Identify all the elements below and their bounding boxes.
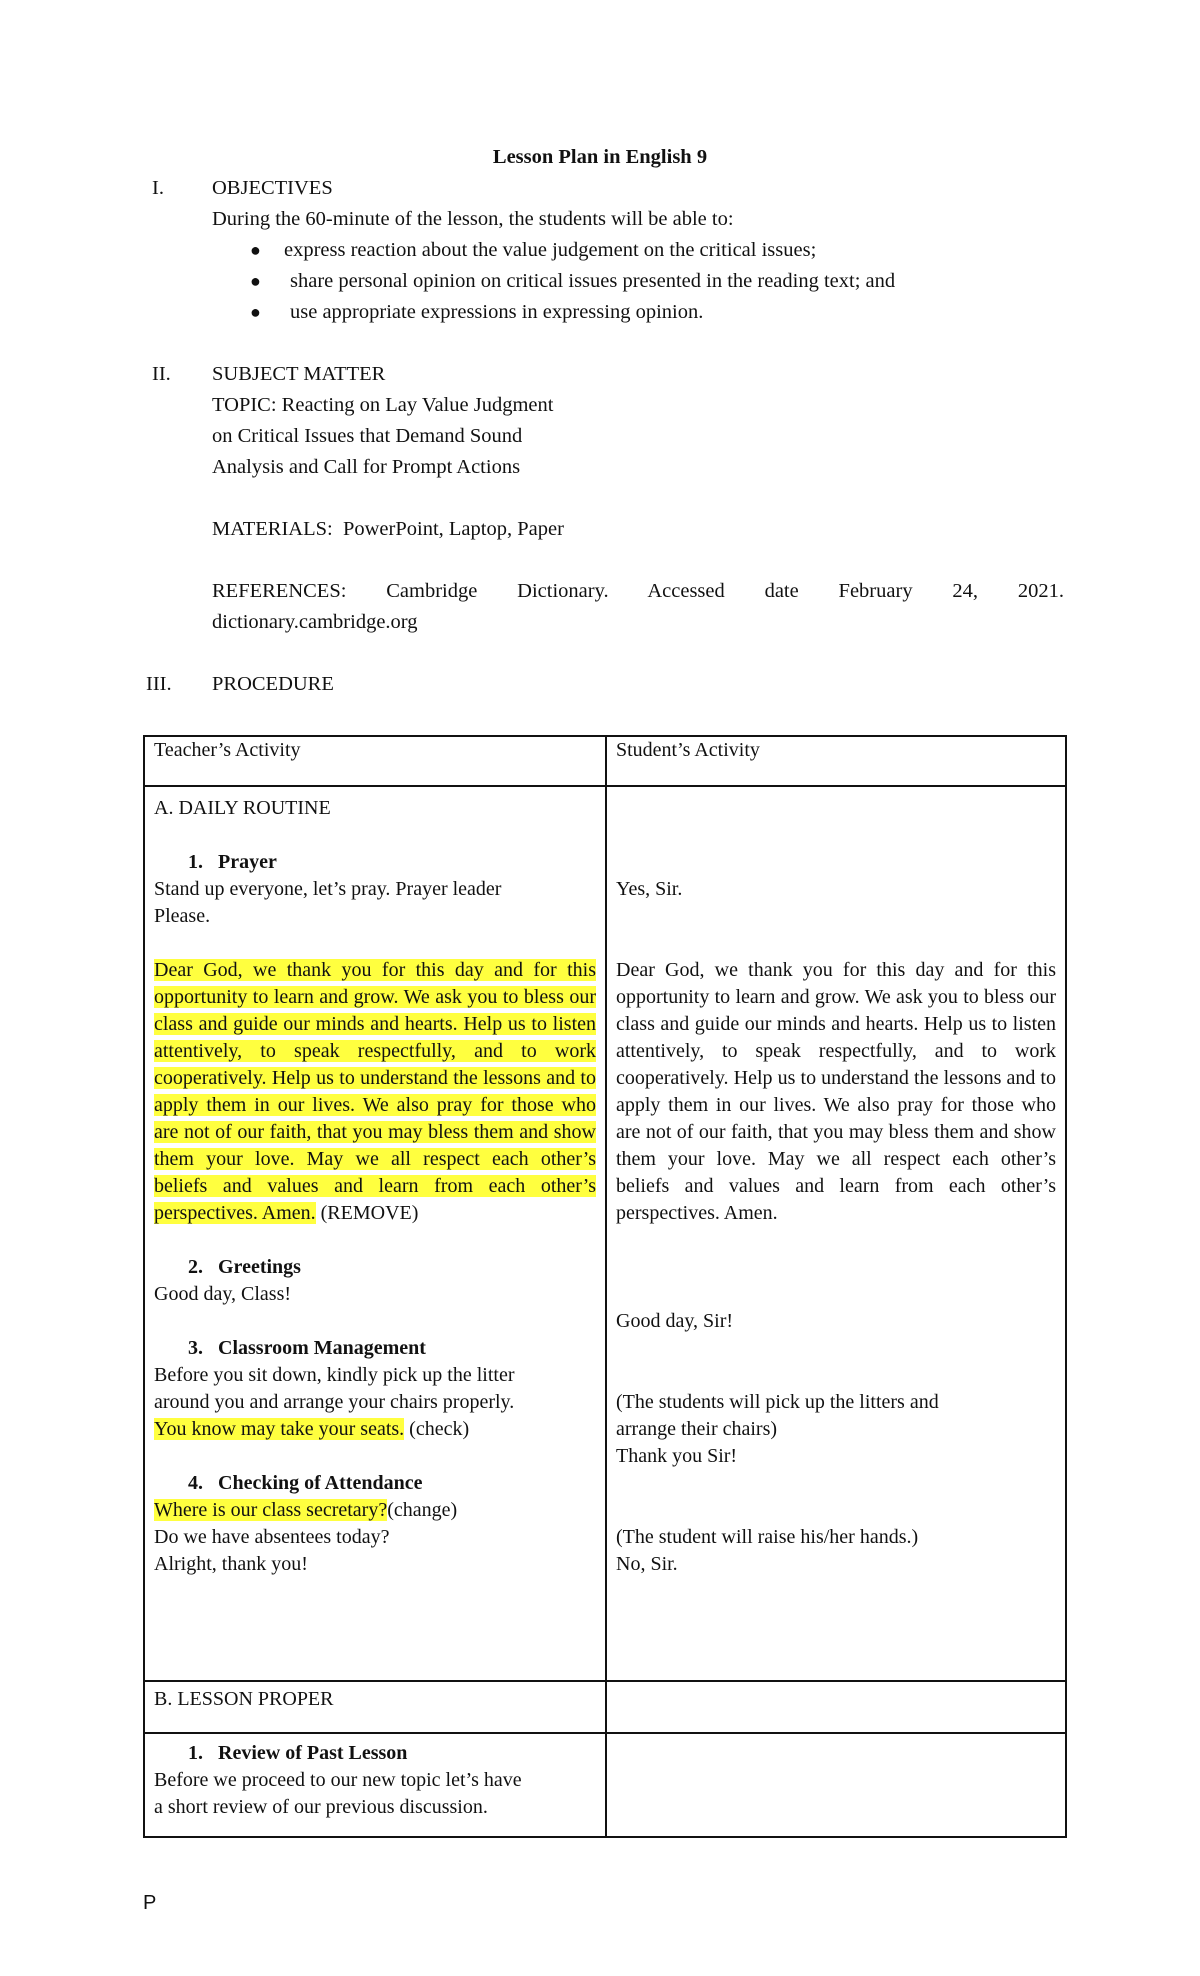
prayer-teacher-line: Stand up everyone, let’s pray. Prayer leader [154, 878, 502, 900]
student-prayer-text: Dear God, we thank you for this day and for this opportunity to learn and grow. We ask you to bless our class and guide our minds and hearts. Help us to listen attentively, to speak respectfully, and to work cooperatively. Help us to understand the lessons and to apply them in our lives. We also pray for those who are not of our faith, that you may bless them and show them your love. May we all respect each other’s beliefs and values and learn from each other’s perspectives. Amen. [616, 959, 1056, 1224]
prayer-student-reply: Yes, Sir. [616, 878, 683, 900]
review-title: 1. Review of Past Lesson [188, 1742, 408, 1764]
column-header-teacher: Teacher’s Activity [144, 736, 606, 786]
edit-note-check: (check) [404, 1418, 470, 1440]
classroom-management-teacher-line [154, 1416, 596, 1443]
objectives-heading: OBJECTIVES [212, 177, 333, 199]
classroom-management-student-line: (The students will pick up the litters and [616, 1391, 939, 1413]
materials-line: MATERIALS: PowerPoint, Laptop, Paper [212, 518, 564, 540]
review-teacher-line: a short review of our previous discussion. [154, 1796, 488, 1818]
table-header-row [144, 736, 1066, 786]
bullet-icon: ● [250, 240, 261, 260]
student-cell-empty [606, 1733, 1066, 1837]
lesson-proper-heading: B. LESSON PROPER [144, 1681, 606, 1733]
teacher-cell-review [144, 1733, 606, 1837]
prayer-teacher-line: Please. [154, 905, 211, 927]
bullet-icon: ● [250, 302, 261, 322]
classroom-management-title: 3. Classroom Management [188, 1337, 426, 1359]
topic-line: TOPIC: Reacting on Lay Value Judgment [212, 394, 554, 416]
classroom-management-teacher-line: around you and arrange your chairs properly. [154, 1391, 515, 1413]
teacher-prayer-text [154, 957, 596, 1227]
attendance-teacher-line [154, 1497, 596, 1524]
classroom-management-student-line: arrange their chairs) [616, 1418, 778, 1440]
greetings-title: 2. Greetings [188, 1256, 301, 1278]
section-numeral-procedure: III. [146, 673, 172, 695]
table-row [144, 1681, 1066, 1733]
bullet-icon: ● [250, 271, 261, 291]
greetings-teacher: Good day, Class! [154, 1283, 292, 1305]
footer-mark: P [143, 1892, 157, 1914]
highlighted-seat-instruction: You know may take your seats. [154, 1418, 405, 1440]
prayer-title: 1. Prayer [188, 851, 277, 873]
objective-item: use appropriate expressions in expressing opinion. [290, 301, 704, 323]
greetings-student: Good day, Sir! [616, 1310, 734, 1332]
classroom-management-teacher-line: Before you sit down, kindly pick up the litter [154, 1364, 515, 1386]
procedure-table [143, 735, 1067, 1838]
edit-note-change: (change) [387, 1499, 458, 1521]
student-cell-daily-routine [606, 786, 1066, 1681]
highlighted-prayer: Dear God, we thank you for this day and for this opportunity to learn and grow. We ask you to bless our class and guide our minds and hearts. Help us to listen attentively, to speak respectfully, and to work cooperatively. Help us to understand the lessons and to apply them in our lives. We also pray for those who are not of our faith, that you may bless them and show them your love. May we all respect each other’s beliefs and values and learn from each other’s perspectives. Amen. [154, 959, 596, 1224]
review-teacher-line: Before we proceed to our new topic let’s have [154, 1769, 522, 1791]
daily-routine-heading: A. DAILY ROUTINE [154, 797, 331, 819]
document-title: Lesson Plan in English 9 [492, 146, 708, 168]
classroom-management-student-line: Thank you Sir! [616, 1445, 738, 1467]
attendance-teacher-line: Alright, thank you! [154, 1553, 308, 1575]
subject-matter-heading: SUBJECT MATTER [212, 363, 386, 385]
procedure-heading: PROCEDURE [212, 673, 334, 695]
attendance-student-line: (The student will raise his/her hands.) [616, 1526, 919, 1548]
column-header-student: Student’s Activity [606, 736, 1066, 786]
student-cell-empty [606, 1681, 1066, 1733]
attendance-teacher-line: Do we have absentees today? [154, 1526, 390, 1548]
teacher-cell-daily-routine [144, 786, 606, 1681]
edit-note-remove: (REMOVE) [315, 1202, 419, 1224]
references-url: dictionary.cambridge.org [212, 611, 418, 633]
attendance-student-line: No, Sir. [616, 1553, 678, 1575]
objective-item: express reaction about the value judgement on the critical issues; [284, 239, 817, 261]
attendance-title: 4. Checking of Attendance [188, 1472, 423, 1494]
highlighted-secretary-question: Where is our class secretary? [154, 1499, 388, 1521]
references-line: REFERENCES: Cambridge Dictionary. Accessed date February 24, 2021. [212, 580, 1064, 602]
table-row [144, 1733, 1066, 1837]
topic-line: Analysis and Call for Prompt Actions [212, 456, 521, 478]
table-row [144, 786, 1066, 1681]
objectives-intro: During the 60-minute of the lesson, the students will be able to: [212, 208, 734, 230]
section-numeral-subject-matter: II. [152, 363, 171, 385]
objective-item: share personal opinion on critical issues presented in the reading text; and [290, 270, 896, 292]
section-numeral-objectives: I. [152, 177, 164, 199]
topic-line: on Critical Issues that Demand Sound [212, 425, 523, 447]
